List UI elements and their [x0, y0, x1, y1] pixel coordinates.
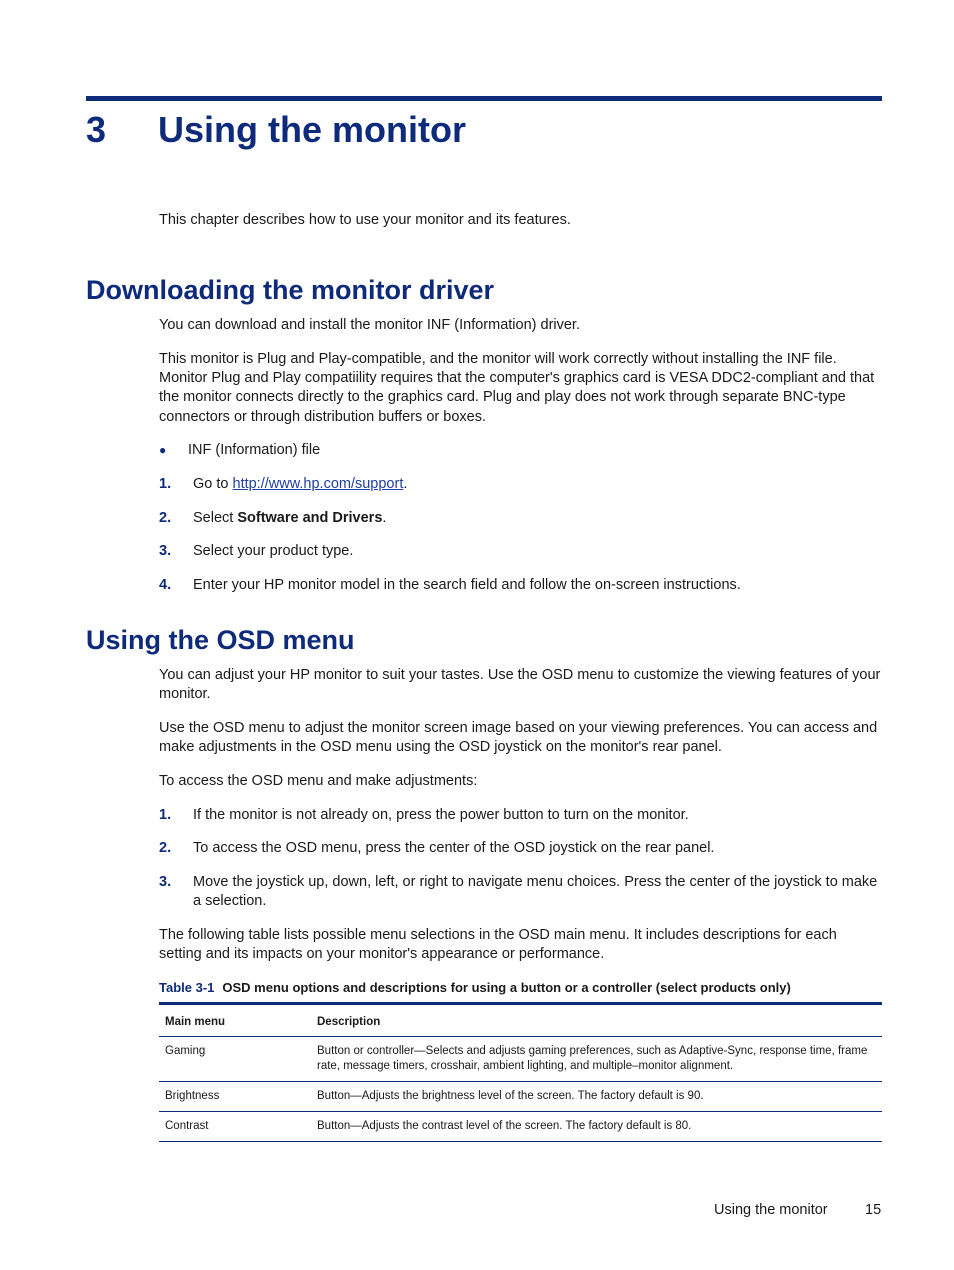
table-cell-description: Button or controller—Selects and adjusts gaming preferences, such as Adaptive-Sync, response time, frame rate, message timers, crosshair, ambient lighting, and multiple–monitor alignment.: [317, 1045, 868, 1072]
driver-step-2-post: .: [382, 510, 387, 526]
table-caption-label: Table 3-1: [159, 980, 215, 995]
table-caption: [159, 979, 791, 997]
bullet-item-inf: INF (Information) file: [188, 442, 321, 458]
table-row: [159, 1037, 882, 1082]
osd-step-1: If the monitor is not already on, press the power button to turn on the monitor.: [193, 807, 689, 823]
driver-step-2-bold: Software and Drivers: [237, 510, 383, 526]
driver-step-2-number: 2.: [159, 510, 172, 526]
section-heading-driver: Downloading the monitor driver: [86, 275, 495, 305]
table-row: [159, 1112, 882, 1142]
driver-step-2: [193, 509, 883, 528]
table-header-description: Description: [317, 1016, 381, 1028]
table-header-row: [159, 1004, 882, 1037]
driver-step-1-post: .: [403, 476, 408, 492]
table-caption-text: OSD menu options and descriptions for using a button or a controller (select products only): [222, 980, 791, 995]
table-cell-menu: Brightness: [165, 1090, 220, 1102]
osd-step-1-number: 1.: [159, 807, 172, 823]
driver-step-4: Enter your HP monitor model in the search field and follow the on-screen instructions.: [193, 577, 741, 593]
table-row: [159, 1082, 882, 1112]
chapter-intro: This chapter describes how to use your monitor and its features.: [159, 212, 571, 228]
osd-step-3-number: 3.: [159, 874, 172, 890]
osd-para-3: To access the OSD menu and make adjustments:: [159, 773, 478, 789]
bullet-icon: ●: [159, 443, 167, 457]
osd-para-4: The following table lists possible menu selections in the OSD main menu. It includes descriptions for each setting and its impacts on your monitor's appearance or performance.: [159, 927, 837, 963]
driver-step-3: Select your product type.: [193, 543, 354, 559]
table-cell-description: Button—Adjusts the brightness level of the screen. The factory default is 90.: [317, 1090, 704, 1102]
osd-step-3: Move the joystick up, down, left, or right to navigate menu choices. Press the center of the joystick to make a selection.: [193, 874, 878, 910]
hp-support-link[interactable]: http://www.hp.com/support: [232, 476, 404, 492]
section-heading-osd: Using the OSD menu: [86, 625, 355, 655]
osd-menu-table: [159, 1002, 882, 1142]
driver-step-1-pre: Go to: [193, 476, 233, 492]
table-cell-menu: Contrast: [165, 1120, 209, 1132]
driver-step-4-number: 4.: [159, 577, 172, 593]
driver-step-3-number: 3.: [159, 543, 172, 559]
footer-section-title: Using the monitor: [714, 1202, 828, 1218]
chapter-title: Using the monitor: [158, 109, 466, 150]
table-cell-menu: Gaming: [165, 1045, 206, 1057]
table-cell-description: Button—Adjusts the contrast level of the screen. The factory default is 80.: [317, 1120, 692, 1132]
driver-step-1-number: 1.: [159, 476, 172, 492]
osd-step-2: To access the OSD menu, press the center of the OSD joystick on the rear panel.: [193, 840, 715, 856]
driver-para-1: You can download and install the monitor INF (Information) driver.: [159, 317, 580, 333]
chapter-top-rule: [86, 96, 882, 101]
footer-page-number: 15: [865, 1202, 882, 1218]
chapter-number: 3: [86, 109, 107, 150]
driver-step-1: [193, 475, 883, 494]
osd-para-2: Use the OSD menu to adjust the monitor screen image based on your viewing preferences. You can access and make adjustments in the OSD menu using the OSD joystick on the monitor's rear panel.: [159, 720, 878, 756]
driver-para-2: This monitor is Plug and Play-compatible, and the monitor will work correctly without installing the INF file. Monitor Plug and Play compatiility requires that the computer's graphics card is VESA DDC2-compliant and that the monitor connects directly to the graphics card. Plug and play does not work through separate BNC-type connectors or through distribution buffers or boxes.: [159, 351, 875, 425]
driver-step-2-pre: Select: [193, 510, 238, 526]
osd-para-1: You can adjust your HP monitor to suit your tastes. Use the OSD menu to customize the viewing features of your monitor.: [159, 667, 881, 703]
osd-step-2-number: 2.: [159, 840, 172, 856]
table-header-main-menu: Main menu: [165, 1016, 226, 1028]
